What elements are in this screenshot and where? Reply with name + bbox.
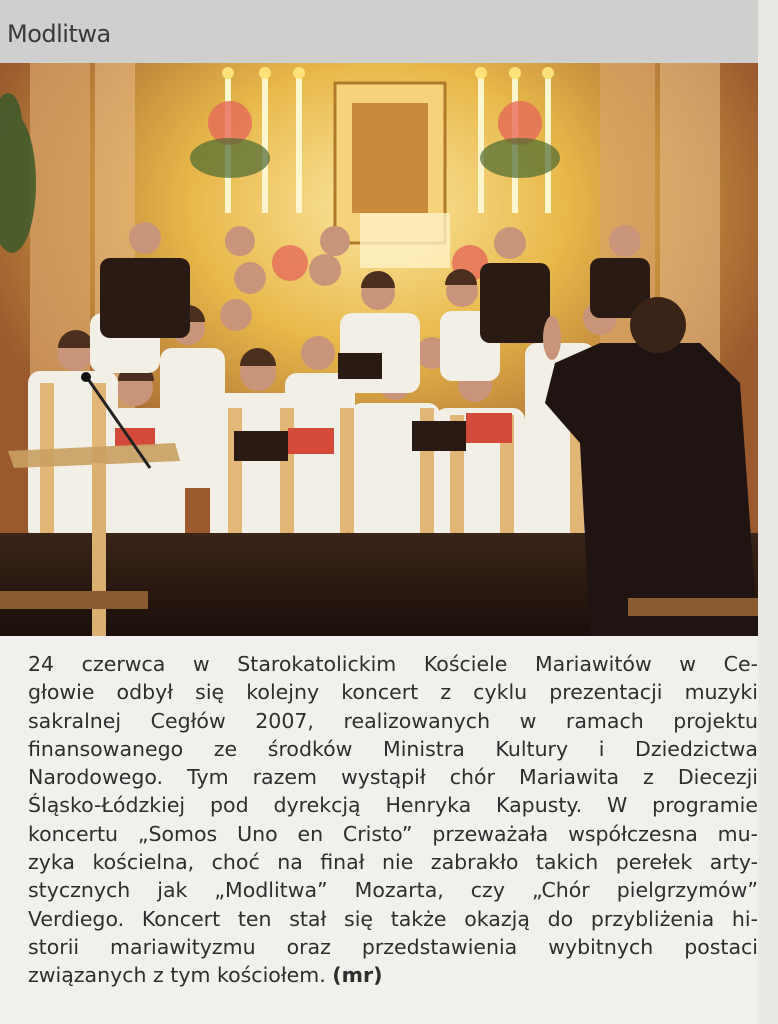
article-line: sakralnej Cegłów 2007, realizowanych w ramach projektu	[28, 708, 758, 733]
article-line: związanych z tym kościołem.	[28, 963, 326, 988]
article-line: Śląsko-Łódzkiej pod dyrekcją Henryka Kapusty. W programie	[28, 793, 758, 818]
article-line: stycznych jak „Modlitwa” Mozarta, czy „Chór pielgrzymów”	[28, 878, 758, 903]
article-line: Narodowego. Tym razem wystąpił chór Mariawita z Diecezji	[28, 765, 758, 790]
section-header	[0, 0, 758, 63]
article-line: finansowanego ze środków Ministra Kultury i Dziedzictwa	[28, 736, 758, 761]
article-line: głowie odbył się kolejny koncert z cyklu prezentacji muzyki	[28, 680, 758, 705]
article-line: Verdiego. Koncert ten stał się także okazją do przybliżenia hi-	[28, 906, 758, 931]
choir-photo	[0, 63, 758, 636]
page-edge	[758, 0, 778, 1024]
article-body	[28, 650, 758, 990]
article-line: storii mariawityzmu oraz przedstawienia wybitnych postaci	[28, 934, 758, 959]
author-signature: (mr)	[332, 963, 383, 988]
article-line: zyka kościelna, choć na finał nie zabrakło takich perełek arty-	[28, 850, 758, 875]
section-title: Modlitwa	[7, 20, 111, 48]
article-line: 24 czerwca w Starokatolickim Kościele Mariawitów w Ce-	[28, 652, 758, 676]
article-last-line	[28, 961, 758, 989]
article-line: koncertu „Somos Uno en Cristo” przeważała współczesna mu-	[28, 821, 758, 846]
